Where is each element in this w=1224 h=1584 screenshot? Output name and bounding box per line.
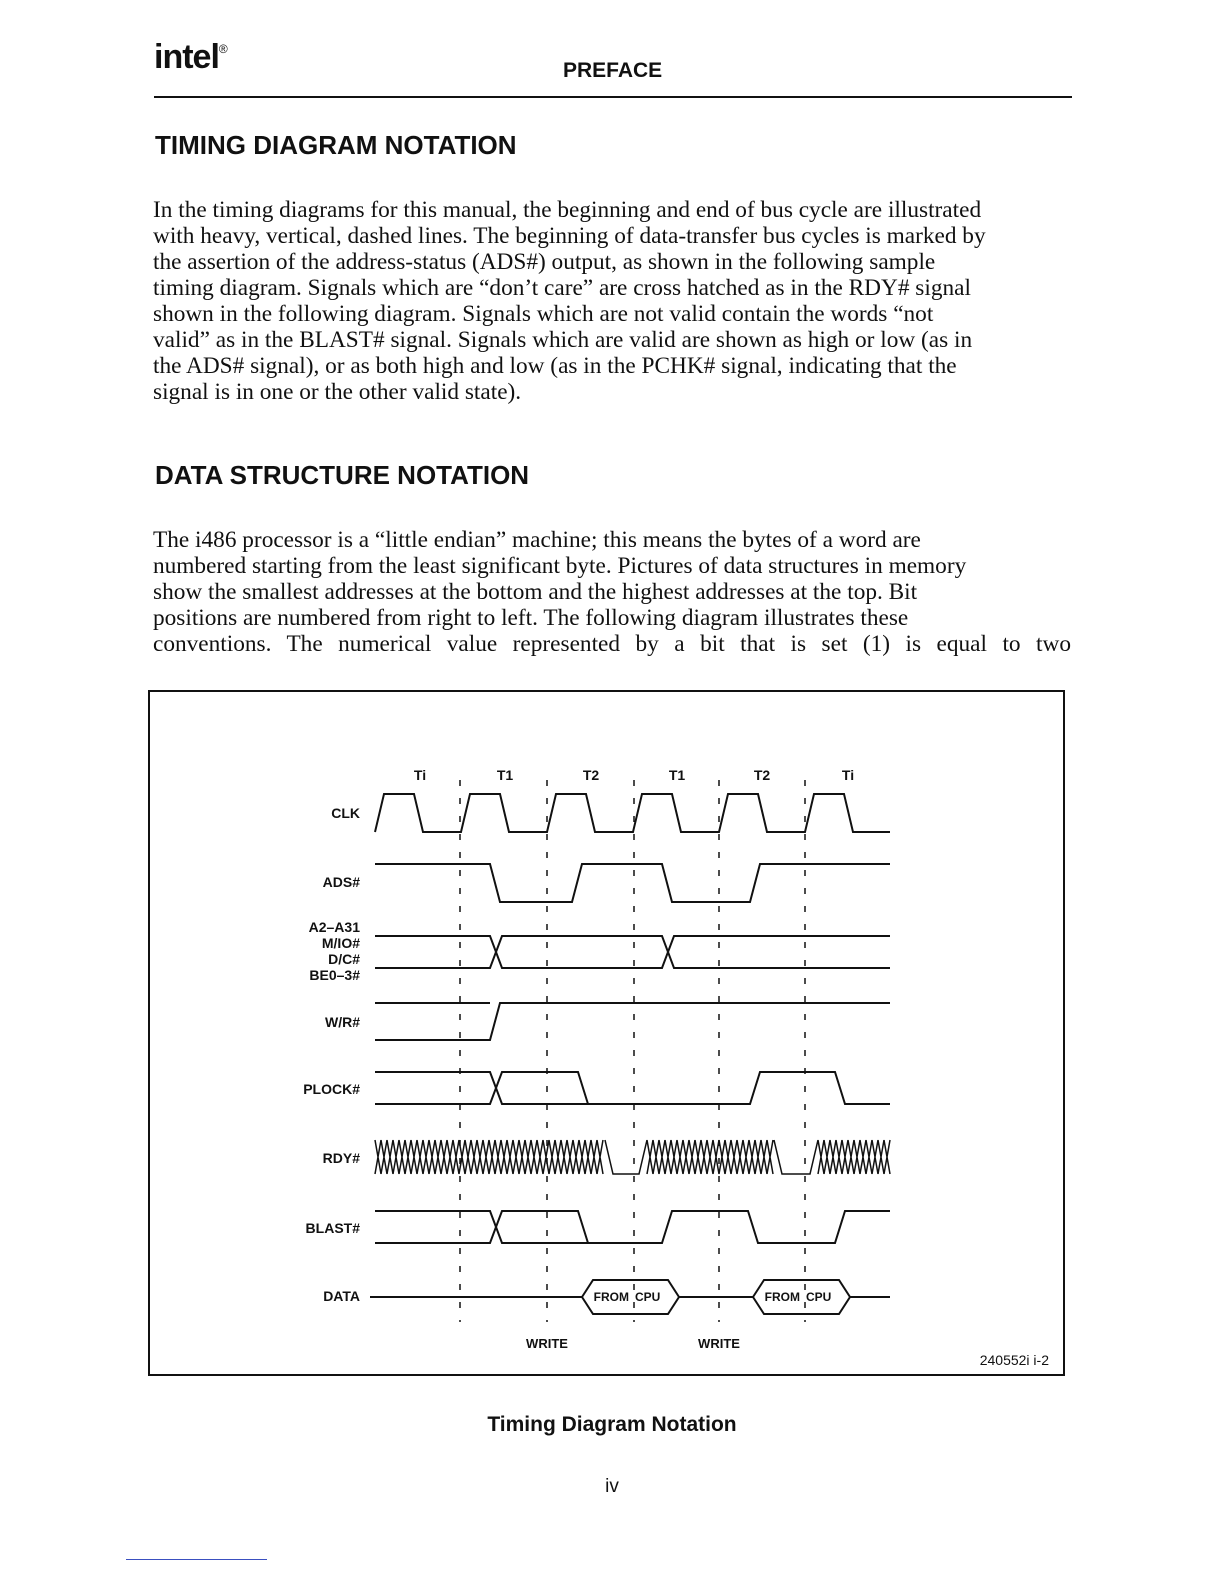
signal-label-mio: M/IO# <box>321 935 360 951</box>
paragraph-line: conventions. The numerical value represented by a bit that is set (1) is equal to two <box>153 631 1071 657</box>
data-from-label: FROM <box>764 1290 800 1304</box>
state-label: T1 <box>668 767 686 783</box>
state-label: Ti <box>841 767 855 783</box>
cycle-boundary-lines <box>460 780 805 1322</box>
page-number: iv <box>605 1476 619 1497</box>
cycle-label-write: WRITE <box>526 1336 568 1351</box>
signal-label-data: DATA <box>323 1288 360 1304</box>
signal-label-ads: ADS# <box>322 874 360 890</box>
paragraph-line: shown in the following diagram. Signals which are not valid contain the words “not <box>153 301 934 327</box>
paragraph-timing <box>153 197 1071 405</box>
signal-label-plock: PLOCK# <box>303 1081 360 1097</box>
heading-timing-diagram-notation: TIMING DIAGRAM NOTATION <box>155 130 517 160</box>
registered-mark: ® <box>218 42 227 56</box>
paragraph-data-structure <box>153 527 1071 657</box>
clk-waveform <box>375 794 890 832</box>
cycle-label-write: WRITE <box>698 1336 740 1351</box>
paragraph-line: timing diagram. Signals which are “don’t care” are cross hatched as in the RDY# signal <box>153 275 971 301</box>
signal-label-rdy: RDY# <box>322 1150 360 1166</box>
ads-waveform <box>375 864 890 902</box>
paragraph-line: the ADS# signal), or as both high and low (as in the PCHK# signal, indicating that the <box>153 353 957 379</box>
timing-diagram-figure <box>148 690 1065 1376</box>
running-header: PREFACE <box>563 59 663 82</box>
paragraph-line: positions are numbered from right to left. The following diagram illustrates these <box>153 605 909 631</box>
paragraph-line: The i486 processor is a “little endian” machine; this means the bytes of a word are <box>153 527 921 553</box>
address-bus-waveform <box>375 936 890 968</box>
paragraph-line: the assertion of the address-status (ADS#) output, as shown in the following sample <box>153 249 936 275</box>
rdy-waveform <box>375 1140 890 1174</box>
heading-data-structure-notation: DATA STRUCTURE NOTATION <box>155 460 530 490</box>
signal-label-dc: D/C# <box>328 951 360 967</box>
timing-diagram <box>150 692 1063 1374</box>
wr-waveform <box>375 1003 890 1040</box>
state-label: Ti <box>413 767 427 783</box>
logo-text: intel <box>154 38 219 76</box>
paragraph-line: numbered starting from the least significant byte. Pictures of data structures in memory <box>153 553 967 579</box>
footer-rule <box>126 1559 267 1560</box>
figure-id: 240552i i-2 <box>979 1352 1049 1368</box>
rdy-hatch-path <box>375 1140 890 1174</box>
data-cpu-label: CPU <box>806 1290 832 1304</box>
paragraph-line: show the smallest addresses at the bottom and the highest addresses at the top. Bit <box>153 579 918 605</box>
header-rule <box>154 96 1072 98</box>
data-cpu-label: CPU <box>635 1290 661 1304</box>
paragraph-line: valid” as in the BLAST# signal. Signals which are valid are shown as high or low (as in <box>153 327 973 353</box>
paragraph-line: In the timing diagrams for this manual, the beginning and end of bus cycle are illustrated <box>153 197 982 223</box>
signal-label-wr: W/R# <box>325 1014 360 1030</box>
blast-waveform <box>375 1211 890 1243</box>
signal-label-blast: BLAST# <box>305 1220 360 1236</box>
signal-label-address: A2–A31 <box>308 919 360 935</box>
paragraph-line: signal is in one or the other valid state). <box>153 379 522 405</box>
signal-label-be: BE0–3# <box>309 967 360 983</box>
figure-caption: Timing Diagram Notation <box>487 1413 737 1436</box>
signal-label-clk: CLK <box>331 805 360 821</box>
plock-waveform <box>375 1072 890 1104</box>
state-label: T2 <box>582 767 600 783</box>
paragraph-line: with heavy, vertical, dashed lines. The beginning of data-transfer bus cycles is marked by <box>153 223 986 249</box>
data-from-label: FROM <box>593 1290 629 1304</box>
state-label: T1 <box>496 767 514 783</box>
intel-logo <box>154 38 227 77</box>
state-label: T2 <box>753 767 771 783</box>
